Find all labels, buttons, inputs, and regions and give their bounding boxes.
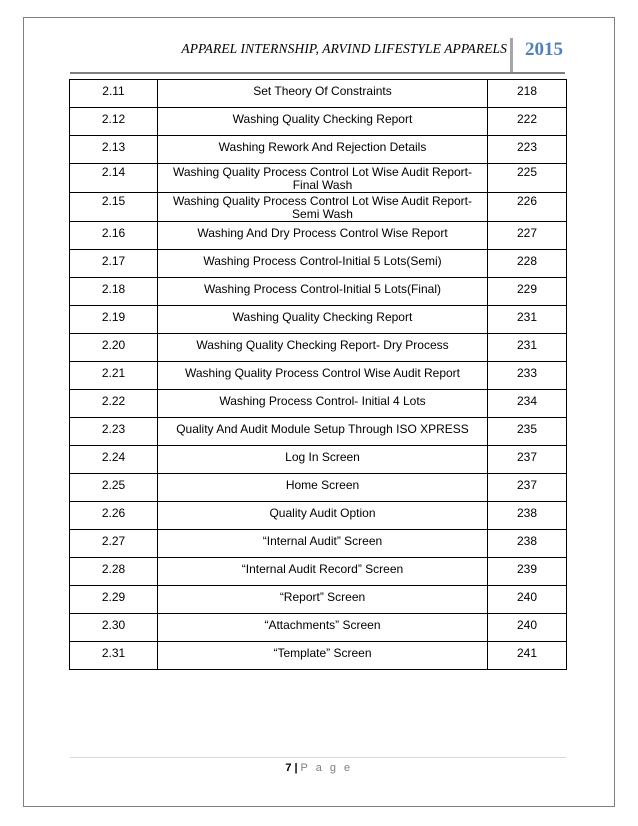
section-number-cell: 2.13 — [70, 136, 158, 164]
section-title-cell: “Template” Screen — [158, 642, 488, 670]
page-number-cell: 241 — [488, 642, 567, 670]
page-number-cell: 222 — [488, 108, 567, 136]
footer-rule — [70, 757, 566, 758]
section-title-cell: “Internal Audit” Screen — [158, 530, 488, 558]
table-row — [70, 250, 567, 278]
section-number-cell: 2.22 — [70, 390, 158, 418]
section-number-cell: 2.27 — [70, 530, 158, 558]
section-number-cell: 2.25 — [70, 474, 158, 502]
page-number-cell: 237 — [488, 474, 567, 502]
section-number-cell: 2.31 — [70, 642, 158, 670]
page-number-cell: 239 — [488, 558, 567, 586]
section-title-cell: Washing Process Control- Initial 4 Lots — [158, 390, 488, 418]
page-number-cell: 218 — [488, 80, 567, 108]
page-number-cell: 235 — [488, 418, 567, 446]
table-row — [70, 222, 567, 250]
page-number-cell: 234 — [488, 390, 567, 418]
page-number-cell: 233 — [488, 362, 567, 390]
section-number-cell: 2.11 — [70, 80, 158, 108]
section-title-cell: Set Theory Of Constraints — [158, 80, 488, 108]
page-number-cell: 240 — [488, 614, 567, 642]
page-number-cell: 237 — [488, 446, 567, 474]
table-row — [70, 108, 567, 136]
page-number-cell: 225 — [488, 164, 567, 193]
section-number-cell: 2.30 — [70, 614, 158, 642]
section-title-cell: Washing Process Control-Initial 5 Lots(Final) — [158, 278, 488, 306]
header-year: 2015 — [525, 39, 563, 60]
section-title-cell: Log In Screen — [158, 446, 488, 474]
section-title-cell: Washing Rework And Rejection Details — [158, 136, 488, 164]
section-number-cell: 2.24 — [70, 446, 158, 474]
table-row — [70, 558, 567, 586]
section-title-cell: Washing Quality Checking Report — [158, 306, 488, 334]
section-number-cell: 2.18 — [70, 278, 158, 306]
table-row — [70, 136, 567, 164]
section-title-cell: “Report” Screen — [158, 586, 488, 614]
table-row — [70, 446, 567, 474]
section-title-cell: Washing Process Control-Initial 5 Lots(Semi) — [158, 250, 488, 278]
section-title-cell: Washing And Dry Process Control Wise Report — [158, 222, 488, 250]
section-number-cell: 2.15 — [70, 193, 158, 222]
page-number-cell: 229 — [488, 278, 567, 306]
section-number-cell: 2.16 — [70, 222, 158, 250]
header-title: APPAREL INTERNSHIP, ARVIND LIFESTYLE APPARELS — [181, 41, 507, 56]
section-number-cell: 2.17 — [70, 250, 158, 278]
section-title-cell: Washing Quality Checking Report — [158, 108, 488, 136]
table-row — [70, 502, 567, 530]
table-row — [70, 164, 567, 193]
table-row — [70, 306, 567, 334]
section-title-cell: “Internal Audit Record” Screen — [158, 558, 488, 586]
section-title-cell: Quality And Audit Module Setup Through ISO XPRESS — [158, 418, 488, 446]
section-number-cell: 2.29 — [70, 586, 158, 614]
section-number-cell: 2.26 — [70, 502, 158, 530]
footer-page-number: 7 — [285, 762, 292, 774]
section-title-cell: Washing Quality Process Control Wise Audit Report — [158, 362, 488, 390]
section-title-cell: Washing Quality Process Control Lot Wise Audit Report-Semi Wash — [158, 193, 488, 222]
header-separator — [510, 38, 513, 72]
table-row — [70, 80, 567, 108]
table-row — [70, 642, 567, 670]
page-number-cell: 226 — [488, 193, 567, 222]
table-row — [70, 530, 567, 558]
section-number-cell: 2.21 — [70, 362, 158, 390]
page-number-cell: 223 — [488, 136, 567, 164]
section-title-cell: Washing Quality Checking Report- Dry Process — [158, 334, 488, 362]
page-number-cell: 231 — [488, 306, 567, 334]
table-row — [70, 278, 567, 306]
section-number-cell: 2.20 — [70, 334, 158, 362]
table-row — [70, 474, 567, 502]
section-number-cell: 2.23 — [70, 418, 158, 446]
section-title-cell: Washing Quality Process Control Lot Wise Audit Report-Final Wash — [158, 164, 488, 193]
section-title-cell: Quality Audit Option — [158, 502, 488, 530]
table-row — [70, 614, 567, 642]
table-row — [70, 390, 567, 418]
toc-table-body — [70, 80, 567, 670]
page-header — [70, 38, 565, 74]
section-title-cell: Home Screen — [158, 474, 488, 502]
toc-table — [69, 79, 567, 670]
table-row — [70, 362, 567, 390]
page-number-cell: 227 — [488, 222, 567, 250]
table-row — [70, 193, 567, 222]
section-number-cell: 2.19 — [70, 306, 158, 334]
page-number-cell: 238 — [488, 502, 567, 530]
table-row — [70, 418, 567, 446]
table-row — [70, 586, 567, 614]
page-number-cell: 228 — [488, 250, 567, 278]
page-number-cell: 240 — [488, 586, 567, 614]
table-row — [70, 334, 567, 362]
page-footer — [0, 762, 638, 774]
footer-page-word: P a g e — [300, 762, 353, 774]
page-number-cell: 238 — [488, 530, 567, 558]
section-number-cell: 2.14 — [70, 164, 158, 193]
section-number-cell: 2.28 — [70, 558, 158, 586]
footer-separator: | — [294, 762, 298, 774]
section-number-cell: 2.12 — [70, 108, 158, 136]
page-number-cell: 231 — [488, 334, 567, 362]
section-title-cell: “Attachments” Screen — [158, 614, 488, 642]
